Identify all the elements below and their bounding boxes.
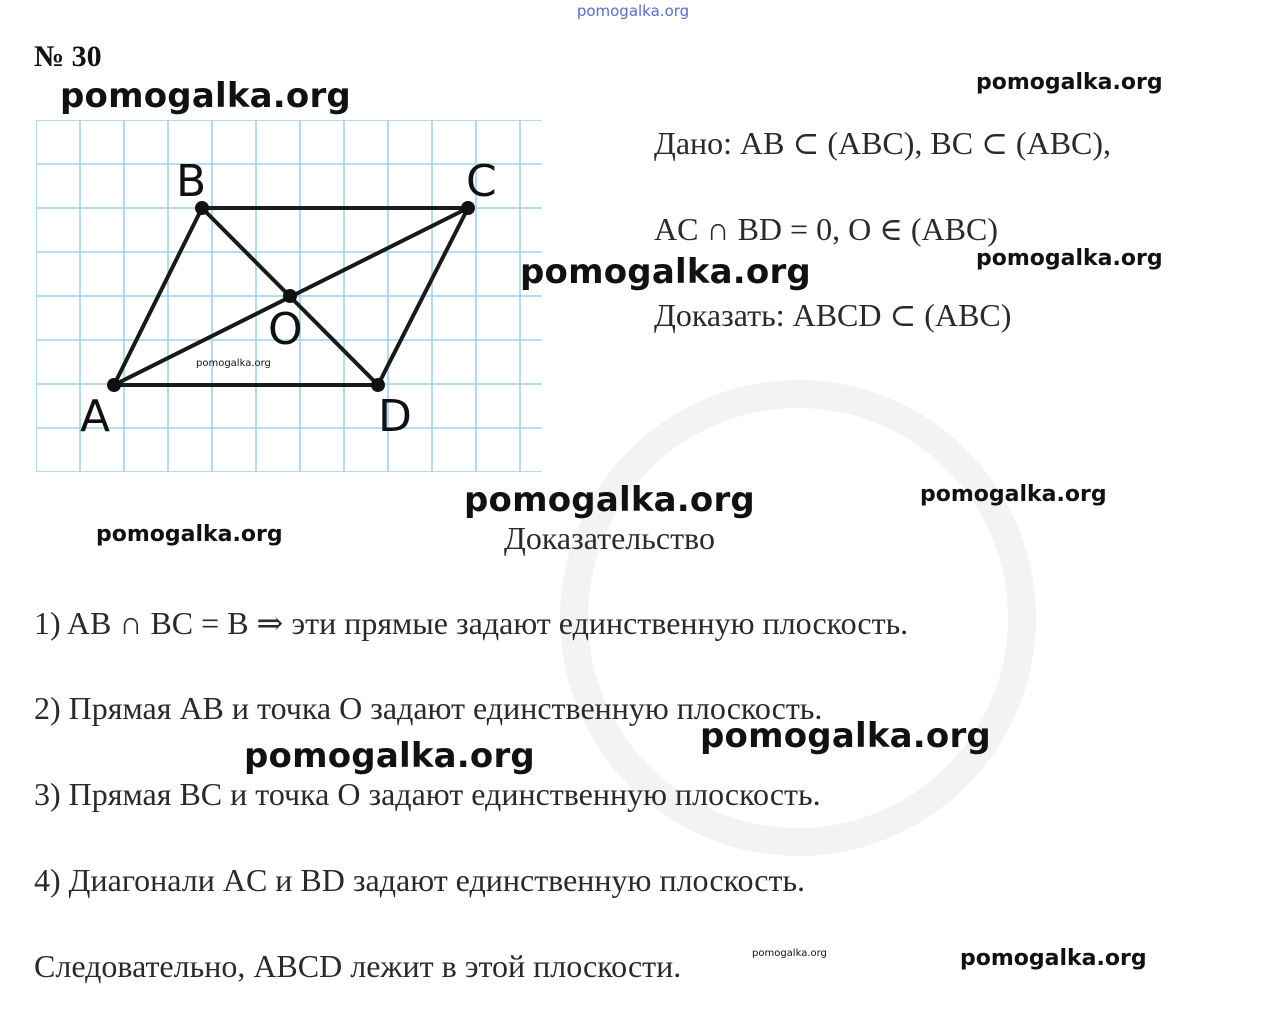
proof-step: 3) Прямая BC и точка O задают единственную плоскость. [34, 776, 821, 812]
watermark-small: pomogalka.org [752, 948, 827, 959]
proof-step: 1) AB ∩ BC = B ⇒ эти прямые задают единственную плоскость. [34, 605, 909, 641]
point-a [107, 378, 121, 392]
watermark-top: pomogalka.org [576, 2, 690, 20]
given-line-3: Доказать: ABCD ⊂ (ABC) [654, 297, 1012, 333]
watermark: pomogalka.org [920, 482, 1107, 507]
watermark: pomogalka.org [244, 736, 535, 776]
watermark: pomogalka.org [976, 246, 1163, 271]
proof-step: 2) Прямая AB и точка O задают единственную плоскость. [34, 690, 823, 726]
label-o: O [268, 304, 303, 355]
point-o [283, 289, 297, 303]
watermark: pomogalka.org [96, 522, 283, 547]
proof-step: 4) Диагонали AC и BD задают единственную плоскость. [34, 862, 806, 898]
proof-heading: Доказательство [504, 520, 715, 556]
watermark: pomogalka.org [700, 716, 991, 756]
given-line-2: AC ∩ BD = 0, O ∈ (ABC) [654, 211, 998, 247]
watermark: pomogalka.org [60, 76, 351, 116]
watermark-small: pomogalka.org [196, 358, 271, 369]
proof-conclusion: Следовательно, ABCD лежит в этой плоскости. [34, 948, 682, 984]
watermark: pomogalka.org [960, 946, 1147, 971]
label-d: D [378, 391, 412, 442]
given-line-1: Дано: AB ⊂ (ABC), BC ⊂ (ABC), [654, 125, 1112, 161]
watermark: pomogalka.org [520, 252, 811, 292]
watermark: pomogalka.org [976, 70, 1163, 95]
label-c: C [466, 156, 497, 207]
label-b: B [176, 156, 207, 207]
point-d [371, 378, 385, 392]
watermark: pomogalka.org [464, 480, 755, 520]
parallelogram-diagram [36, 120, 542, 472]
problem-number: № 30 [34, 40, 102, 73]
label-a: A [80, 391, 111, 442]
